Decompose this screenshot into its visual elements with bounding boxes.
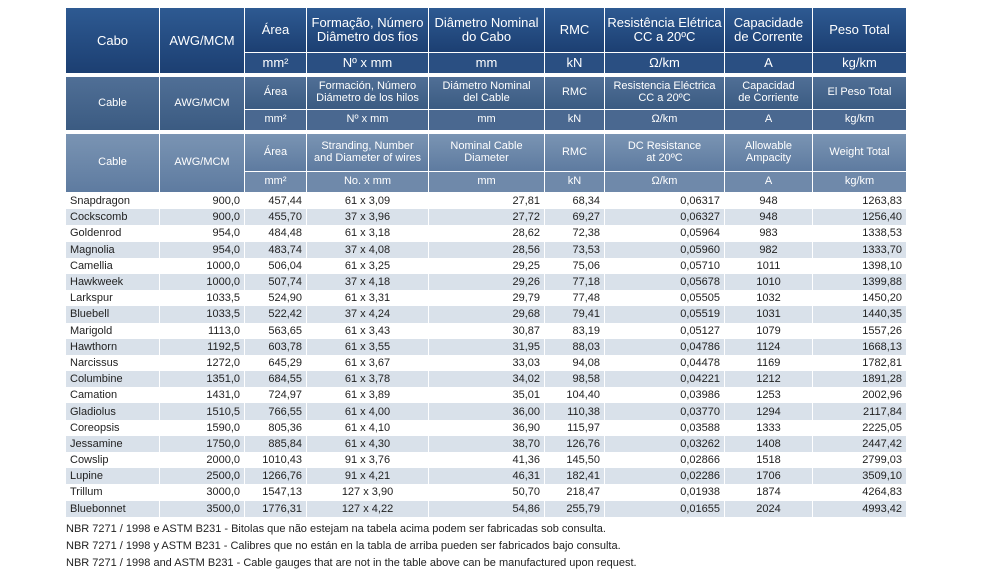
cell-cable-name: Coreopsis [66, 420, 160, 436]
unit-pt-formacao: Nº x mm [307, 53, 429, 74]
cell-area: 563,65 [245, 323, 307, 339]
unit-pt-capacidade: A [725, 53, 813, 74]
unit-es-formacion: Nº x mm [307, 110, 429, 131]
cell-stranding: 37 x 4,18 [307, 274, 429, 290]
cell-cable-name: Gladiolus [66, 403, 160, 419]
table-row [66, 258, 906, 274]
cell-ampacity: 948 [725, 193, 813, 209]
header-portuguese [66, 8, 906, 74]
header-pt-capacidade-text: Capacidade de Corrente [733, 15, 804, 44]
footnote-pt: NBR 7271 / 1998 e ASTM B231 - Bitolas que não estejam na tabela acima podem ser fabricadas sob consulta. [66, 523, 606, 535]
unit-pt-area: mm² [245, 53, 307, 74]
header-es-peso: El Peso Total [813, 77, 906, 110]
header-en-diameter [429, 134, 545, 172]
cell-ampacity: 1706 [725, 468, 813, 484]
cell-diameter: 29,68 [429, 306, 545, 322]
cell-rmc: 94,08 [545, 355, 605, 371]
cell-ampacity: 1079 [725, 323, 813, 339]
header-pt-capacidade [725, 8, 813, 53]
cell-area: 645,29 [245, 355, 307, 371]
unit-en-resistance: Ω/km [605, 172, 725, 193]
header-pt-formacao [307, 8, 429, 53]
cell-cable-name: Hawthorn [66, 339, 160, 355]
cell-resistance: 0,03262 [605, 436, 725, 452]
header-es-diametro [429, 77, 545, 110]
header-pt-area: Área [245, 8, 307, 53]
cell-diameter: 38,70 [429, 436, 545, 452]
cell-resistance: 0,06317 [605, 193, 725, 209]
cell-ampacity: 1169 [725, 355, 813, 371]
unit-en-area: mm² [245, 172, 307, 193]
cell-stranding: 61 x 3,89 [307, 387, 429, 403]
footnotes [66, 521, 926, 572]
cell-ampacity: 2024 [725, 501, 813, 517]
cell-stranding: 61 x 3,18 [307, 225, 429, 241]
cell-ampacity: 1011 [725, 258, 813, 274]
cell-cable-name: Marigold [66, 323, 160, 339]
cell-resistance: 0,03588 [605, 420, 725, 436]
cell-cable-name: Hawkweek [66, 274, 160, 290]
cell-ampacity: 982 [725, 242, 813, 258]
cell-resistance: 0,03770 [605, 403, 725, 419]
header-pt-diametro [429, 8, 545, 53]
header-pt-diametro-text: Diâmetro Nominal do Cabo [434, 15, 539, 44]
table-row [66, 225, 906, 241]
cell-weight: 2117,84 [813, 403, 906, 419]
cell-ampacity: 1294 [725, 403, 813, 419]
cell-awg-mcm: 3000,0 [160, 484, 245, 500]
cell-weight: 1399,88 [813, 274, 906, 290]
cell-resistance: 0,05710 [605, 258, 725, 274]
unit-es-capacidad: A [725, 110, 813, 131]
cell-stranding: 37 x 4,24 [307, 306, 429, 322]
cell-rmc: 104,40 [545, 387, 605, 403]
unit-pt-diametro: mm [429, 53, 545, 74]
cell-ampacity: 1010 [725, 274, 813, 290]
cell-diameter: 36,00 [429, 403, 545, 419]
cell-rmc: 68,34 [545, 193, 605, 209]
cell-stranding: 61 x 4,30 [307, 436, 429, 452]
table-row [66, 387, 906, 403]
cell-area: 483,74 [245, 242, 307, 258]
cell-stranding: 61 x 3,09 [307, 193, 429, 209]
header-es-diametro-text: Diámetro Nominal del Cable [442, 80, 531, 104]
cell-ampacity: 1333 [725, 420, 813, 436]
cell-weight: 2002,96 [813, 387, 906, 403]
cell-cable-name: Narcissus [66, 355, 160, 371]
cell-rmc: 126,76 [545, 436, 605, 452]
cell-resistance: 0,04478 [605, 355, 725, 371]
cell-area: 805,36 [245, 420, 307, 436]
cell-weight: 1440,35 [813, 306, 906, 322]
cell-weight: 1333,70 [813, 242, 906, 258]
cell-resistance: 0,04221 [605, 371, 725, 387]
cell-resistance: 0,06327 [605, 209, 725, 225]
cell-stranding: 61 x 4,10 [307, 420, 429, 436]
cell-rmc: 73,53 [545, 242, 605, 258]
cell-cable-name: Jessamine [66, 436, 160, 452]
cell-area: 1547,13 [245, 484, 307, 500]
header-en-stranding [307, 134, 429, 172]
cell-area: 885,84 [245, 436, 307, 452]
cell-cable-name: Goldenrod [66, 225, 160, 241]
cell-awg-mcm: 1000,0 [160, 274, 245, 290]
header-en-ampacity-text: Allowable Ampacity [744, 139, 793, 164]
cell-diameter: 50,70 [429, 484, 545, 500]
table-row [66, 339, 906, 355]
header-pt-resistencia-text: Resistência Elétrica CC a 20ºC [607, 15, 722, 44]
header-en-rmc: RMC [545, 134, 605, 172]
header-en-cable: Cable [66, 134, 160, 193]
cell-resistance: 0,05964 [605, 225, 725, 241]
cell-stranding: 127 x 3,90 [307, 484, 429, 500]
cell-cable-name: Magnolia [66, 242, 160, 258]
cell-weight: 1398,10 [813, 258, 906, 274]
cell-awg-mcm: 1750,0 [160, 436, 245, 452]
table-row [66, 420, 906, 436]
header-es-formacion [307, 77, 429, 110]
cell-resistance: 0,02866 [605, 452, 725, 468]
cell-stranding: 37 x 3,96 [307, 209, 429, 225]
table-row [66, 323, 906, 339]
cell-resistance: 0,05678 [605, 274, 725, 290]
cell-diameter: 28,56 [429, 242, 545, 258]
cell-stranding: 61 x 4,00 [307, 403, 429, 419]
cell-awg-mcm: 954,0 [160, 225, 245, 241]
cell-weight: 4264,83 [813, 484, 906, 500]
cell-weight: 1557,26 [813, 323, 906, 339]
cell-weight: 1263,83 [813, 193, 906, 209]
cell-diameter: 54,86 [429, 501, 545, 517]
cell-stranding: 91 x 3,76 [307, 452, 429, 468]
header-es-area: Área [245, 77, 307, 110]
table-row [66, 484, 906, 500]
cell-area: 1010,43 [245, 452, 307, 468]
table-row [66, 193, 906, 209]
cell-cable-name: Camation [66, 387, 160, 403]
cell-stranding: 37 x 4,08 [307, 242, 429, 258]
cell-area: 455,70 [245, 209, 307, 225]
cell-resistance: 0,05519 [605, 306, 725, 322]
cell-resistance: 0,05960 [605, 242, 725, 258]
cell-ampacity: 948 [725, 209, 813, 225]
header-en-area: Área [245, 134, 307, 172]
header-english [66, 134, 906, 193]
cell-diameter: 31,95 [429, 339, 545, 355]
cell-weight: 1450,20 [813, 290, 906, 306]
cell-diameter: 29,25 [429, 258, 545, 274]
header-es-cable: Cable [66, 77, 160, 131]
table-row [66, 242, 906, 258]
cell-weight: 1782,81 [813, 355, 906, 371]
header-en-awg: AWG/MCM [160, 134, 245, 193]
cell-awg-mcm: 2000,0 [160, 452, 245, 468]
header-spanish [66, 77, 906, 131]
cell-cable-name: Bluebell [66, 306, 160, 322]
cell-diameter: 34,02 [429, 371, 545, 387]
cell-rmc: 83,19 [545, 323, 605, 339]
cell-awg-mcm: 1590,0 [160, 420, 245, 436]
cell-rmc: 98,58 [545, 371, 605, 387]
cell-awg-mcm: 954,0 [160, 242, 245, 258]
cell-diameter: 28,62 [429, 225, 545, 241]
footnote-es: NBR 7271 / 1998 y ASTM B231 - Calibres que no están en la tabla de arriba pueden ser fabricados bajo consulta. [66, 540, 621, 552]
cell-diameter: 33,03 [429, 355, 545, 371]
cable-spec-table [66, 8, 906, 517]
cell-rmc: 69,27 [545, 209, 605, 225]
cell-resistance: 0,03986 [605, 387, 725, 403]
cell-weight: 1338,53 [813, 225, 906, 241]
cell-weight: 4993,42 [813, 501, 906, 517]
cell-resistance: 0,01655 [605, 501, 725, 517]
unit-es-area: mm² [245, 110, 307, 131]
unit-en-weight: kg/km [813, 172, 906, 193]
cell-resistance: 0,01938 [605, 484, 725, 500]
cell-rmc: 75,06 [545, 258, 605, 274]
table-row [66, 452, 906, 468]
header-es-awg: AWG/MCM [160, 77, 245, 131]
cell-awg-mcm: 1000,0 [160, 258, 245, 274]
cell-diameter: 36,90 [429, 420, 545, 436]
cell-ampacity: 1032 [725, 290, 813, 306]
header-en-resistance-text: DC Resistance at 20ºC [627, 139, 702, 164]
unit-es-peso: kg/km [813, 110, 906, 131]
table-row [66, 371, 906, 387]
cell-diameter: 41,36 [429, 452, 545, 468]
header-en-diameter-text: Nominal Cable Diameter [450, 139, 523, 164]
header-en-resistance [605, 134, 725, 172]
cell-cable-name: Lupine [66, 468, 160, 484]
cell-diameter: 27,81 [429, 193, 545, 209]
cell-weight: 2447,42 [813, 436, 906, 452]
cell-ampacity: 1874 [725, 484, 813, 500]
cell-ampacity: 1518 [725, 452, 813, 468]
cell-resistance: 0,05505 [605, 290, 725, 306]
table-body [66, 193, 906, 517]
cell-awg-mcm: 1510,5 [160, 403, 245, 419]
cell-awg-mcm: 2500,0 [160, 468, 245, 484]
unit-es-diametro: mm [429, 110, 545, 131]
cell-stranding: 61 x 3,25 [307, 258, 429, 274]
cell-rmc: 77,18 [545, 274, 605, 290]
cell-area: 524,90 [245, 290, 307, 306]
cell-area: 1266,76 [245, 468, 307, 484]
cell-resistance: 0,05127 [605, 323, 725, 339]
cell-stranding: 91 x 4,21 [307, 468, 429, 484]
cell-cable-name: Cowslip [66, 452, 160, 468]
cell-diameter: 46,31 [429, 468, 545, 484]
cell-awg-mcm: 1431,0 [160, 387, 245, 403]
unit-pt-peso: kg/km [813, 53, 906, 74]
cell-rmc: 255,79 [545, 501, 605, 517]
cell-weight: 2799,03 [813, 452, 906, 468]
cell-rmc: 110,38 [545, 403, 605, 419]
table-row [66, 436, 906, 452]
cell-diameter: 29,26 [429, 274, 545, 290]
table-row [66, 306, 906, 322]
cell-area: 1776,31 [245, 501, 307, 517]
unit-en-diameter: mm [429, 172, 545, 193]
cell-awg-mcm: 1033,5 [160, 290, 245, 306]
cell-rmc: 77,48 [545, 290, 605, 306]
cell-weight: 2225,05 [813, 420, 906, 436]
cell-ampacity: 1212 [725, 371, 813, 387]
header-pt-rmc: RMC [545, 8, 605, 53]
cell-area: 506,04 [245, 258, 307, 274]
table-row [66, 290, 906, 306]
cell-rmc: 182,41 [545, 468, 605, 484]
header-pt-peso: Peso Total [813, 8, 906, 53]
cell-area: 603,78 [245, 339, 307, 355]
cell-ampacity: 1124 [725, 339, 813, 355]
cell-area: 724,97 [245, 387, 307, 403]
header-es-rmc: RMC [545, 77, 605, 110]
cell-cable-name: Trillum [66, 484, 160, 500]
header-en-weight: Weight Total [813, 134, 906, 172]
cell-area: 507,74 [245, 274, 307, 290]
cell-cable-name: Cockscomb [66, 209, 160, 225]
cell-awg-mcm: 1113,0 [160, 323, 245, 339]
cell-weight: 1668,13 [813, 339, 906, 355]
cell-cable-name: Camellia [66, 258, 160, 274]
header-pt-awg: AWG/MCM [160, 8, 245, 74]
cell-area: 457,44 [245, 193, 307, 209]
table-row [66, 355, 906, 371]
cell-rmc: 218,47 [545, 484, 605, 500]
unit-es-resistencia: Ω/km [605, 110, 725, 131]
unit-en-ampacity: A [725, 172, 813, 193]
unit-en-stranding: No. x mm [307, 172, 429, 193]
cell-rmc: 145,50 [545, 452, 605, 468]
cell-area: 522,42 [245, 306, 307, 322]
cell-diameter: 35,01 [429, 387, 545, 403]
cell-awg-mcm: 1272,0 [160, 355, 245, 371]
cell-ampacity: 983 [725, 225, 813, 241]
cell-ampacity: 1031 [725, 306, 813, 322]
cell-awg-mcm: 1033,5 [160, 306, 245, 322]
cell-cable-name: Columbine [66, 371, 160, 387]
cell-area: 484,48 [245, 225, 307, 241]
table-row [66, 274, 906, 290]
table-row [66, 468, 906, 484]
cell-rmc: 79,41 [545, 306, 605, 322]
cell-stranding: 61 x 3,78 [307, 371, 429, 387]
header-pt-cabo: Cabo [66, 8, 160, 74]
cell-awg-mcm: 900,0 [160, 193, 245, 209]
cell-ampacity: 1253 [725, 387, 813, 403]
cell-stranding: 61 x 3,43 [307, 323, 429, 339]
cell-awg-mcm: 900,0 [160, 209, 245, 225]
cell-rmc: 88,03 [545, 339, 605, 355]
cell-resistance: 0,04786 [605, 339, 725, 355]
table-row [66, 403, 906, 419]
cell-stranding: 61 x 3,31 [307, 290, 429, 306]
table-row [66, 501, 906, 517]
cell-weight: 1256,40 [813, 209, 906, 225]
cell-cable-name: Snapdragon [66, 193, 160, 209]
unit-en-rmc: kN [545, 172, 605, 193]
footnote-en: NBR 7271 / 1998 and ASTM B231 - Cable gauges that are not in the table above can be manufactured upon request. [66, 557, 637, 569]
cell-weight: 3509,10 [813, 468, 906, 484]
cell-area: 684,55 [245, 371, 307, 387]
unit-pt-rmc: kN [545, 53, 605, 74]
cable-spec-table-container [66, 8, 906, 517]
cell-awg-mcm: 3500,0 [160, 501, 245, 517]
cell-cable-name: Bluebonnet [66, 501, 160, 517]
cell-ampacity: 1408 [725, 436, 813, 452]
cell-diameter: 30,87 [429, 323, 545, 339]
header-pt-resistencia [605, 8, 725, 53]
cell-resistance: 0,02286 [605, 468, 725, 484]
cell-diameter: 27,72 [429, 209, 545, 225]
unit-es-rmc: kN [545, 110, 605, 131]
cell-diameter: 29,79 [429, 290, 545, 306]
cell-stranding: 61 x 3,55 [307, 339, 429, 355]
cell-cable-name: Larkspur [66, 290, 160, 306]
cell-weight: 1891,28 [813, 371, 906, 387]
cell-stranding: 61 x 3,67 [307, 355, 429, 371]
header-es-capacidad-text: Capacidad de Corriente [738, 80, 799, 104]
cell-rmc: 115,97 [545, 420, 605, 436]
header-es-capacidad [725, 77, 813, 110]
header-es-resistencia-text: Resistencia Eléctrica CC a 20ºC [613, 80, 716, 104]
header-es-formacion-text: Formación, Número Diámetro de los hilos [316, 80, 419, 104]
cell-awg-mcm: 1351,0 [160, 371, 245, 387]
cell-stranding: 127 x 4,22 [307, 501, 429, 517]
cell-awg-mcm: 1192,5 [160, 339, 245, 355]
cell-rmc: 72,38 [545, 225, 605, 241]
header-en-stranding-text: Stranding, Number and Diameter of wires [314, 139, 421, 164]
header-es-resistencia [605, 77, 725, 110]
header-pt-formacao-text: Formação, Número Diâmetro dos fios [311, 15, 424, 44]
unit-pt-resistencia: Ω/km [605, 53, 725, 74]
table-row [66, 209, 906, 225]
cell-area: 766,55 [245, 403, 307, 419]
header-en-ampacity [725, 134, 813, 172]
